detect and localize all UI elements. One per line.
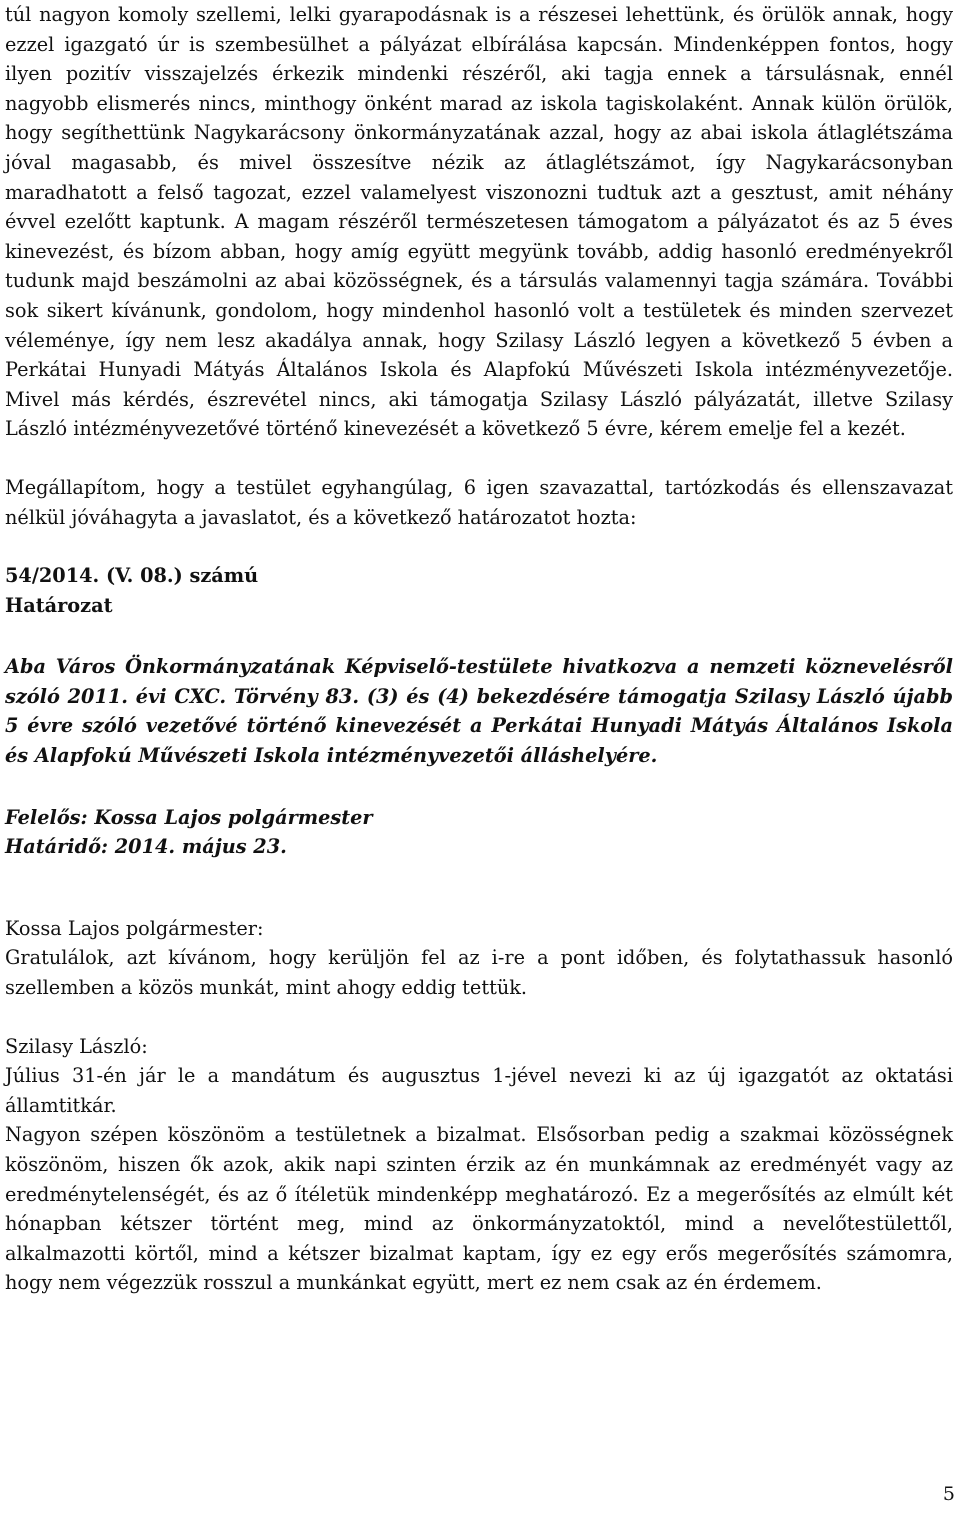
spacer	[5, 532, 953, 561]
spacer	[5, 444, 953, 473]
vote-paragraph: Megállapítom, hogy a testület egyhangúlag, 6 igen szavazattal, tartózkodás és ellenszavazat nélkül jóváhagyta a javaslatot, és a következő határozatot hozta:	[5, 475, 953, 529]
speaker-name-kossa: Kossa Lajos polgármester:	[5, 916, 264, 940]
page-number: 5	[942, 1483, 955, 1505]
spacer	[5, 620, 953, 652]
resolution-label: Határozat	[5, 593, 113, 617]
resolution-text: Aba Város Önkormányzatának Képviselő-testülete hivatkozva a nemzeti köznevelésről szóló 2011. évi CXC. Törvény 83. (3) és (4) bekezdésére támogatja Szilasy László újabb 5 évre szóló vezetővé történő kinevezését a Perkátai Hunyadi Mátyás Általános Iskola és Alapfokú Művészeti Iskola intézményvezetői álláshelyére.	[5, 655, 953, 768]
speaker-text-szilasy-2: Nagyon szépen köszönöm a testületnek a bizalmat. Elsősorban pedig a szakmai közösségnek köszönöm, hiszen ők azok, akik napi szinten érzik az én munkámnak az eredményét vagy az eredménytelenségét, és az ő ítéletük mindenképp meghatározó. Ez a megerősítés az elmúlt két hónapban kétszer történt meg, mind az önkormányzatoktól, mind a nevelőtestülettől, alkalmazotti körtől, mind a kétszer bizalmat kaptam, így ez egy erős megerősítés számomra, hogy nem végezzük rosszul a munkánkat együtt, mert ez nem csak az én érdemem.	[5, 1123, 953, 1295]
document-page	[5, 0, 953, 1298]
intro-paragraph: túl nagyon komoly szellemi, lelki gyarapodásnak is a részesei lehettünk, és örülök annak, hogy ezzel igazgató úr is szembesülhet a pályázat elbírálása kapcsán. Mindenképpen fontos, hogy ilyen pozitív visszajelzés érkezik mindenki részéről, aki tagja ennek a társulásnak, ennél nagyobb elismerés nincs, minthogy önként marad az iskola tagiskolaként. Annak külön örülök, hogy segíthettünk Nagykarácsony önkormányzatának azzal, hogy az abai iskola átlaglétszáma jóval magasabb, és mivel összesítve nézik az átlaglétszámot, így Nagykarácsonyban maradhatott a felső tagozat, ezzel valamelyest viszonozni tudtuk azt a gesztust, amit néhány évvel ezelőtt kaptunk. A magam részéről természetesen támogatom a pályázatot és az 5 éves kinevezést, és bízom abban, hogy amíg együtt megyünk tovább, addig hasonló eredményekről tudunk majd beszámolni az abai közösségnek, és a társulás valamennyi tagja számára. További sok sikert kívánunk, gondolom, hogy mindenhol hasonló volt a testületek és minden szervezet véleménye, így nem lesz akadálya annak, hogy Szilasy László legyen a következő 5 évben a Perkátai Hunyadi Mátyás Általános Iskola és Alapfokú Művészeti Iskola intézményvezetője. Mivel más kérdés, észrevétel nincs, aki támogatja Szilasy László pályázatát, illetve Szilasy László intézményvezetővé történő kinevezését a következő 5 évre, kérem emelje fel a kezét.	[5, 3, 953, 441]
resolution-number: 54/2014. (V. 08.) számú	[5, 564, 259, 588]
deadline-line: Határidő: 2014. május 23.	[5, 835, 287, 859]
responsible-line: Felelős: Kossa Lajos polgármester	[5, 805, 373, 829]
speaker-text-kossa: Gratulálok, azt kívánom, hogy kerüljön fel az i-re a pont időben, és folytathassuk hasonló szellemben a közös munkát, mint ahogy eddig tettük.	[5, 946, 953, 1000]
spacer	[5, 1003, 953, 1032]
speaker-name-szilasy: Szilasy László:	[5, 1034, 148, 1058]
speaker-text-szilasy-1: Július 31-én jár le a mandátum és augusztus 1-jével nevezi ki az új igazgatót az oktatási államtitkár.	[5, 1064, 953, 1117]
spacer	[5, 771, 953, 803]
spacer	[5, 862, 953, 914]
